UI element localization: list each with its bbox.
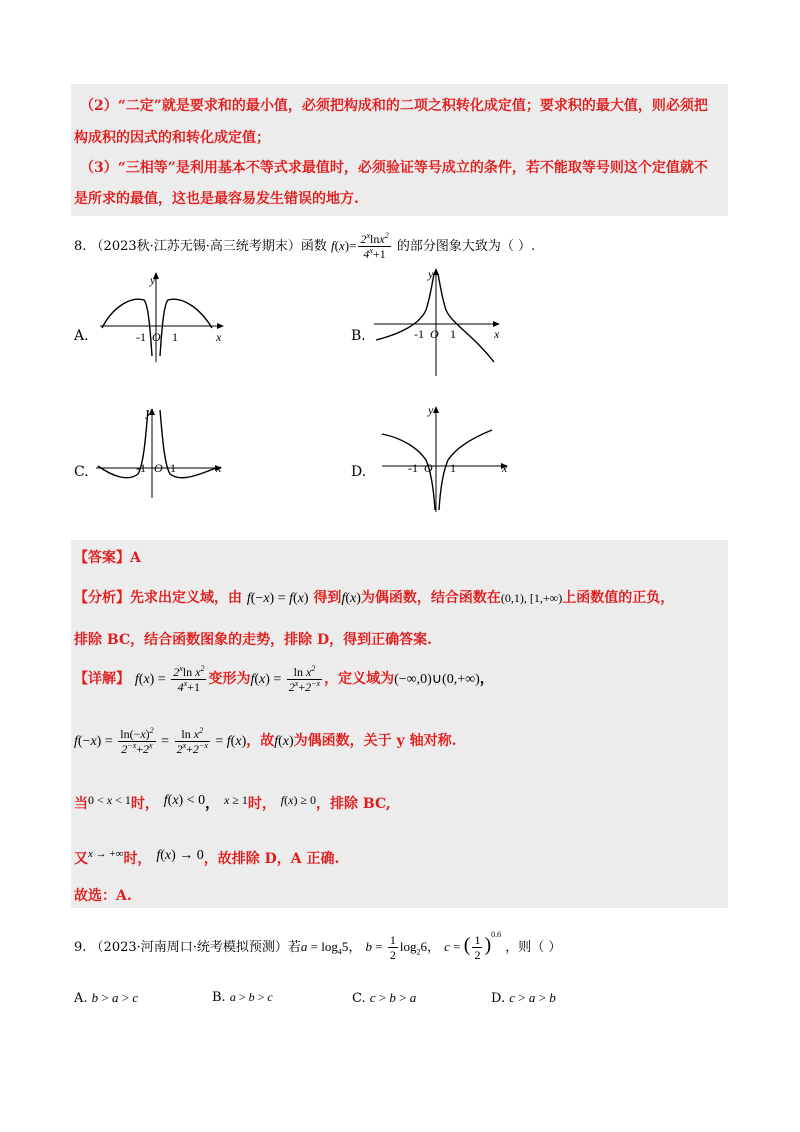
detail-line-4: 又$^x$ → +∞时， f(x) → 0，故排除 D，A 正确. bbox=[74, 848, 340, 867]
tip-line-2b: 构成积的因式的和转化成定值； bbox=[74, 130, 270, 146]
graph-b-x-label: x bbox=[494, 327, 500, 341]
graph-b-neg1: -1 bbox=[414, 327, 424, 341]
detail-text-4: 为偶函数，关于 y 轴对称. bbox=[293, 733, 457, 749]
graph-a-origin: O bbox=[152, 330, 161, 344]
q9-b-def: b bbox=[365, 939, 373, 954]
graph-d-origin: O bbox=[424, 461, 433, 475]
option-a-label[interactable]: A. bbox=[74, 328, 89, 344]
q9-stem: 9. （2023·河南周口·统考模拟预测）若$a = \log_45$， b = $\frac{1}{2}$ $\log_26$， c = ( $\frac{1}{2}$ )$^{0.6}$ ，则（ ） bbox=[74, 930, 562, 962]
graph-c-neg1: -1 bbox=[136, 461, 146, 475]
q8-number: 8. bbox=[74, 239, 87, 254]
q9-sep-1: ， bbox=[348, 940, 362, 955]
tip-line-3a: （3）“三相等”是利用基本不等式求最值时，必须验证等号成立的条件，若不能取等号则这个定值就不 bbox=[80, 160, 708, 176]
graph-c-y-label: y bbox=[146, 405, 152, 419]
q9-option-a-letter: A. bbox=[74, 991, 88, 1006]
q9-option-a[interactable]: A. b > a > c bbox=[74, 990, 139, 1006]
q8-function-formula: f bbox=[331, 238, 335, 253]
graph-d-x-label: x bbox=[502, 461, 508, 475]
graph-d-neg1: -1 bbox=[408, 461, 418, 475]
detail-text-3: ，故 bbox=[246, 733, 275, 749]
tip-line-3b: 是所求的最值，这也是最容易发生错误的地方. bbox=[74, 191, 359, 207]
q8-after: 的部分图象大致为（ ）. bbox=[396, 239, 536, 254]
q9-option-c[interactable]: C. c > b > a bbox=[352, 990, 417, 1006]
graph-a[interactable] bbox=[92, 266, 232, 366]
q9-option-b-letter: B. bbox=[212, 990, 226, 1005]
analysis-line-2: 排除 BC，结合函数图象的走势，排除 D，得到正确答案. bbox=[74, 632, 432, 648]
graph-a-x-label: x bbox=[216, 330, 222, 344]
q9-option-d[interactable]: D. c > a > b bbox=[491, 990, 556, 1006]
when-label: 当 bbox=[74, 796, 88, 812]
graph-d-pos1: 1 bbox=[450, 461, 456, 475]
q8-stem: 8. （2023秋·江苏无锡·高三统考期末）函数 f(x)= $\frac{2^x\ln x^2}{4^x+1}$ 的部分图象大致为（ ）. bbox=[74, 231, 536, 261]
graph-b-pos1: 1 bbox=[450, 327, 456, 341]
q9-source: （2023·河南周口·统考模拟预测）若 bbox=[90, 940, 301, 955]
detail-line-2: f(−x) = $\frac{\ln(-x)^2}{2^{-x}+2^x}$ = $\frac{\ln x^2}{2^x+2^{-x}}$ = f(x)，故f(x)为偶函数，关于 y 轴对称. bbox=[74, 725, 457, 756]
graph-a-pos1: 1 bbox=[172, 330, 178, 344]
graph-c-pos1: 1 bbox=[170, 461, 176, 475]
analysis-text-3: 为偶函数，结合函数在 bbox=[360, 590, 501, 606]
exclude-d: ，故排除 D，A 正确. bbox=[203, 851, 340, 867]
analysis-tag: 【分析】 bbox=[74, 590, 130, 606]
q9-option-c-letter: C. bbox=[352, 991, 366, 1006]
detail-line-1: 【详解】 f(x) = $\frac{2^x\ln x^2}{4^x+1}$ 变形为f(x) = $\frac{\ln x^2}{2^x+2^{-x}}$ ，定义域为(−∞,0)∪(0,+∞)， bbox=[74, 663, 494, 694]
q8-fraction: $\frac{2^x\ln x^2}{4^x+1}$ bbox=[360, 231, 389, 261]
option-c-label[interactable]: C. bbox=[74, 464, 89, 480]
you-label: 又 bbox=[74, 851, 88, 867]
q9-sep-2: ， bbox=[426, 940, 440, 955]
shi-1: 时， bbox=[130, 796, 159, 812]
option-d-label[interactable]: D. bbox=[351, 464, 367, 480]
graph-b[interactable] bbox=[370, 262, 510, 380]
graph-a-neg1: -1 bbox=[136, 330, 146, 344]
option-b-label[interactable]: B. bbox=[351, 328, 366, 344]
graph-a-y-label: y bbox=[150, 273, 156, 287]
shi-3: 时， bbox=[123, 851, 152, 867]
q8-source: （2023秋·江苏无锡·高三统考期末）函数 bbox=[90, 239, 327, 254]
q9-number: 9. bbox=[74, 940, 87, 955]
detail-tag: 【详解】 bbox=[74, 671, 130, 687]
graph-b-origin: O bbox=[430, 327, 439, 341]
analysis-line-1: 【分析】先求出定义域，由 f(−x) = f(x) 得到f(x)为偶函数，结合函数在(0,1), [1,+∞)上函数值的正负， bbox=[74, 590, 675, 606]
detail-text-2: ，定义域为 bbox=[324, 671, 395, 687]
graph-c-x-label: x bbox=[216, 461, 222, 475]
exclude-bc: ，排除 BC, bbox=[316, 796, 391, 812]
analysis-text-4: 上函数值的正负， bbox=[562, 590, 675, 606]
q9-then: ，则（ ） bbox=[505, 940, 562, 955]
q9-option-d-letter: D. bbox=[491, 991, 506, 1006]
choose-line: 故选：A. bbox=[74, 888, 132, 904]
tip-line-2a: （2）“二定”就是要求和的最小值，必须把构成和的二项之积转化成定值；要求积的最大值，则必须把 bbox=[80, 98, 708, 114]
detail-text-1: 变形为 bbox=[208, 671, 251, 687]
graph-d-y-label: y bbox=[428, 403, 434, 417]
answer-label: 【答案】A bbox=[74, 550, 141, 566]
q9-c-def: c bbox=[444, 939, 450, 954]
graph-d[interactable] bbox=[378, 400, 518, 516]
shi-2: 时， bbox=[247, 796, 276, 812]
graph-b-y-label: y bbox=[428, 267, 434, 281]
analysis-text-1: 先求出定义域，由 bbox=[130, 590, 242, 606]
q9-option-b[interactable]: B. a > b > c bbox=[212, 990, 273, 1005]
graph-c[interactable] bbox=[92, 402, 232, 502]
graph-c-origin: O bbox=[154, 461, 163, 475]
q9-a-def: a bbox=[300, 939, 308, 954]
detail-line-3: 当0 < x < 1时， f(x) < 0， x ≥ 1时， f(x) ≥ 0，排除 BC, bbox=[74, 793, 391, 812]
analysis-text-2: 得到 bbox=[313, 590, 342, 606]
